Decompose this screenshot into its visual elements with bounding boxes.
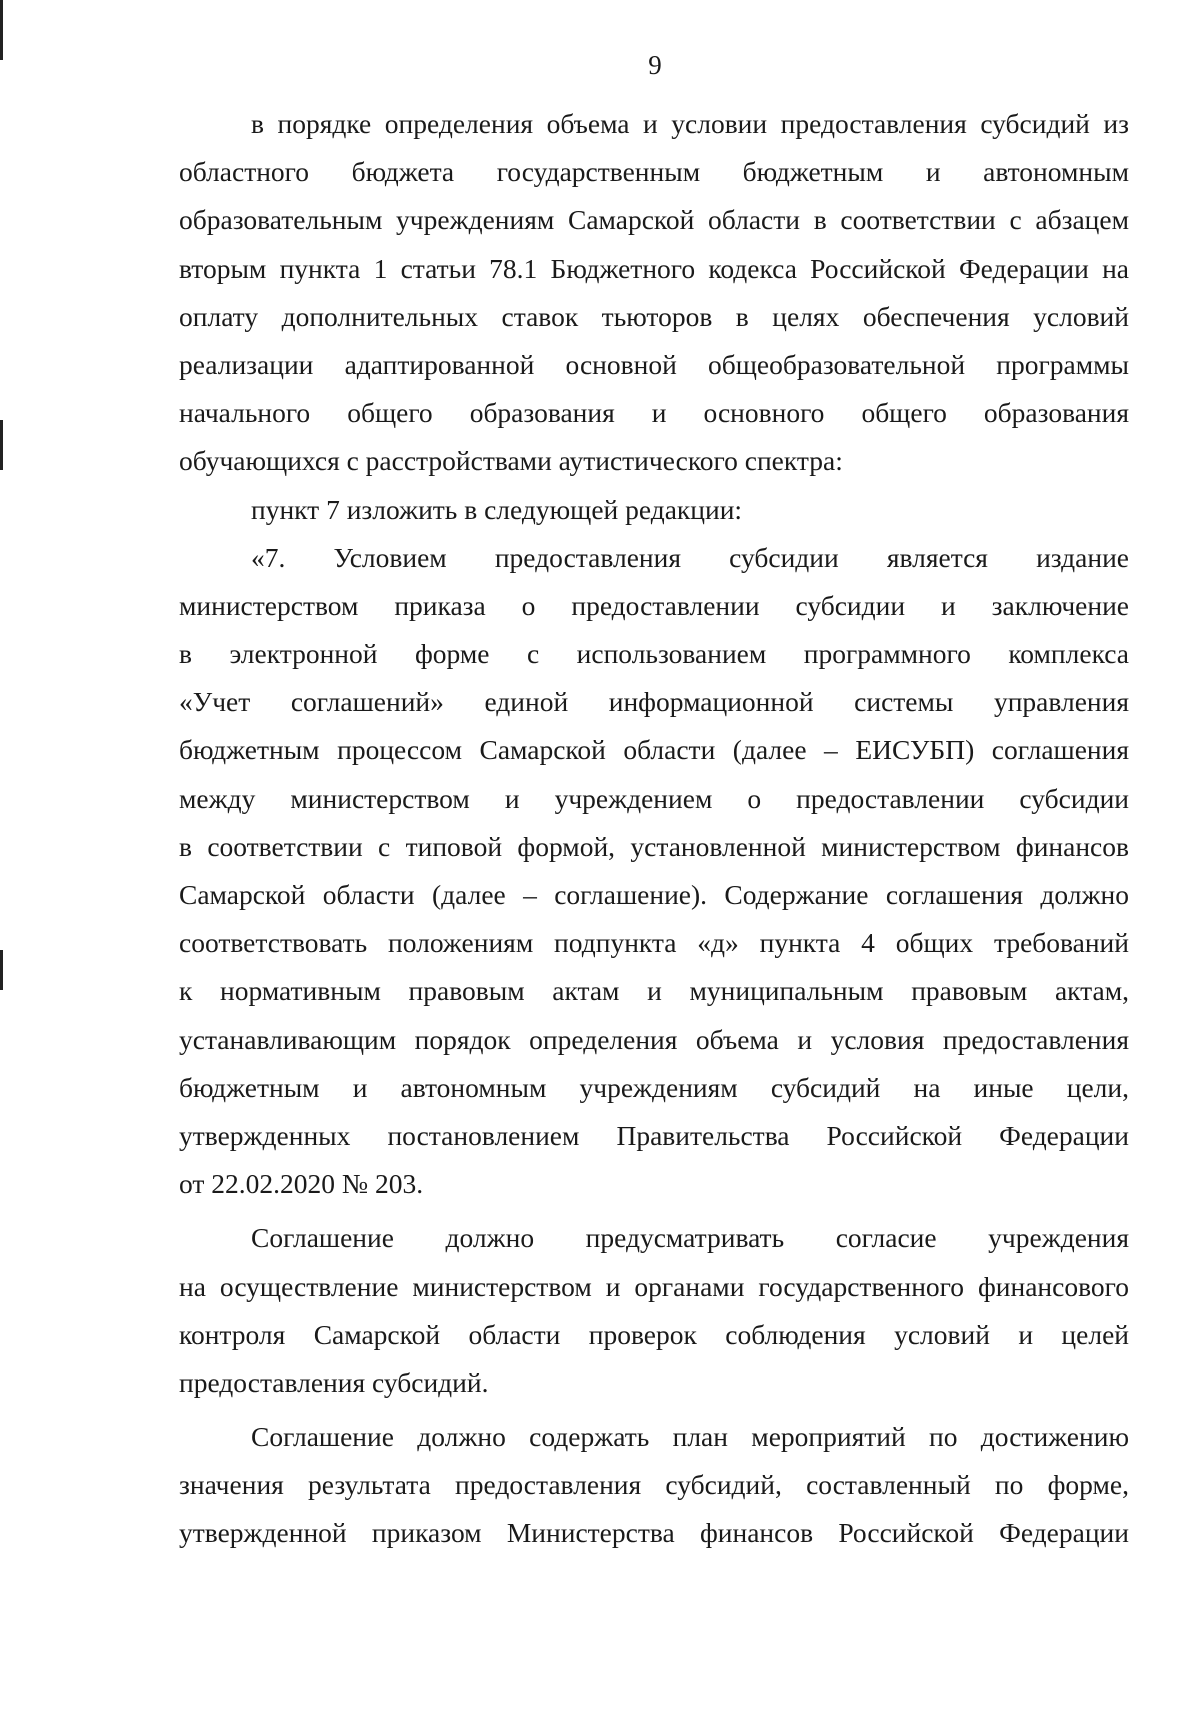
text-line: пункт 7 изложить в следующей редакции: xyxy=(251,493,743,525)
text-line: значения результата предоставления субсидий, составленный по форме, xyxy=(179,1469,1129,1501)
text-line: в электронной форме с использованием программного комплекса xyxy=(179,638,1129,670)
text-line: министерством приказа о предоставлении субсидии и заключение xyxy=(179,589,1129,621)
text-line: от 22.02.2020 № 203. xyxy=(179,1168,424,1200)
text-line: между министерством и учреждением о предоставлении субсидии xyxy=(179,782,1129,814)
text-line: областного бюджета государственным бюджетным и автономным xyxy=(179,156,1129,188)
text-line: «Учет соглашений» единой информационной системы управления xyxy=(179,686,1129,718)
text-line: контроля Самарской области проверок соблюдения условий и целей xyxy=(179,1318,1129,1350)
text-line: к нормативным правовым актам и муниципальным правовым актам, xyxy=(179,975,1129,1007)
text-line: Самарской области (далее – соглашение). Содержание соглашения должно xyxy=(179,879,1129,910)
text-line: образовательным учреждениям Самарской области в соответствии с абзацем xyxy=(179,204,1129,236)
text-line: «7. Условием предоставления субсидии является издание xyxy=(251,541,1129,573)
text-line: обучающихся с расстройствами аутистического спектра: xyxy=(179,445,843,477)
text-line: устанавливающим порядок определения объема и условия предоставления xyxy=(179,1023,1129,1055)
text-line: оплату дополнительных ставок тьюторов в целях обеспечения условий xyxy=(179,300,1129,332)
document-body xyxy=(179,100,1129,1558)
text-line: утвержденных постановлением Правительства Российской Федерации xyxy=(179,1119,1129,1151)
text-line: предоставления субсидий. xyxy=(179,1366,489,1398)
text-line: утвержденной приказом Министерства финансов Российской Федерации xyxy=(179,1517,1129,1549)
page-number: 9 xyxy=(648,50,662,80)
text-line: начального общего образования и основного общего образования xyxy=(179,397,1129,429)
text-line: в соответствии с типовой формой, установленной министерством финансов xyxy=(179,830,1129,862)
text-line: в порядке определения объема и условии предоставления субсидий из xyxy=(251,108,1129,139)
text-line: вторым пункта 1 статьи 78.1 Бюджетного кодекса Российской Федерации на xyxy=(179,252,1129,284)
text-line: соответствовать положениям подпункта «д» пункта 4 общих требований xyxy=(179,927,1129,959)
scan-edge-mark xyxy=(0,950,3,990)
text-line: бюджетным и автономным учреждениям субсидий на иные цели, xyxy=(179,1071,1129,1103)
text-line: Соглашение должно предусматривать согласие учреждения xyxy=(251,1222,1129,1254)
text-line: Соглашение должно содержать план мероприятий по достижению xyxy=(251,1421,1129,1453)
text-line: реализации адаптированной основной общеобразовательной программы xyxy=(179,348,1129,380)
text-line: бюджетным процессом Самарской области (далее – ЕИСУБП) соглашения xyxy=(179,734,1129,766)
scan-edge-mark xyxy=(0,420,3,470)
text-line: на осуществление министерством и органами государственного финансового xyxy=(179,1270,1129,1302)
